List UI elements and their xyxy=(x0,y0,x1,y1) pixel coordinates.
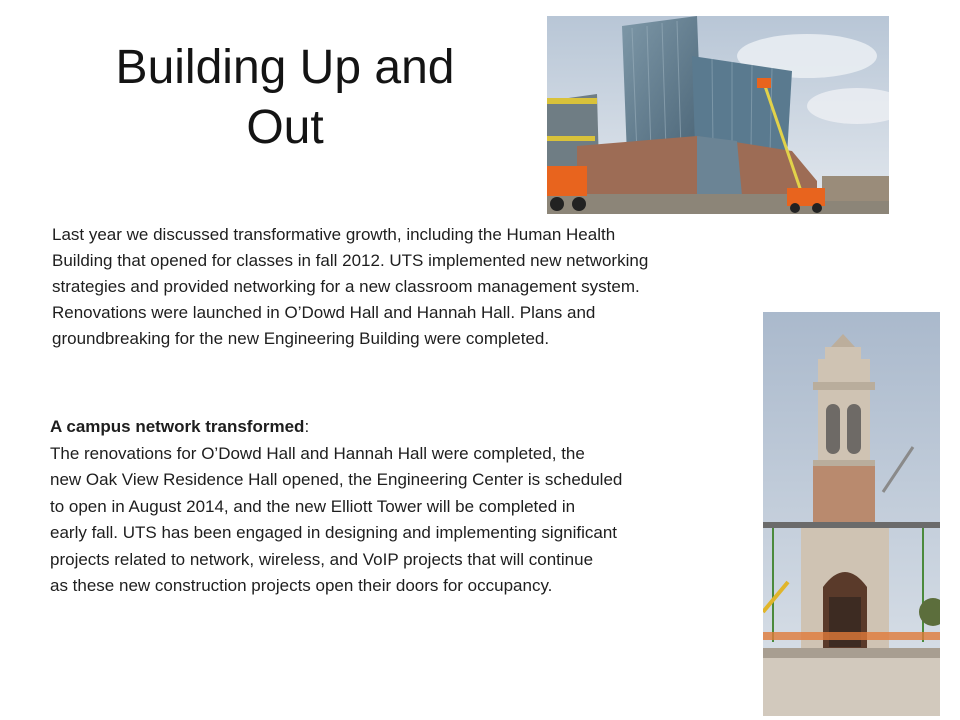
text-line: projects related to network, wireless, and VoIP projects that will continue xyxy=(50,549,594,569)
tower-construction-photo xyxy=(763,312,940,716)
paragraph-network xyxy=(50,414,720,600)
text-line: The renovations for O’Dowd Hall and Hannah Hall were completed, the xyxy=(50,443,585,463)
slide-title xyxy=(60,38,510,158)
paragraph-heading-line xyxy=(50,414,720,441)
building-construction-photo xyxy=(547,16,889,214)
text-line: groundbreaking for the new Engineering Building were completed. xyxy=(52,329,550,348)
text-line: Last year we discussed transformative growth, including the Human Health xyxy=(52,225,616,244)
title-line-2: Out xyxy=(246,101,324,154)
text-line: early fall. UTS has been engaged in designing and implementing significant xyxy=(50,523,618,542)
text-line: strategies and provided networking for a new classroom management system. xyxy=(52,277,640,296)
text-line: Renovations were launched in O’Dowd Hall and Hannah Hall. Plans and xyxy=(52,303,596,322)
text-line: Building that opened for classes in fall 2012. UTS implemented new networking xyxy=(52,251,649,270)
paragraph-growth xyxy=(52,222,752,352)
title-line-1: Building Up and xyxy=(115,41,455,94)
text-line: as these new construction projects open their doors for occupancy. xyxy=(50,576,553,595)
text-line: new Oak View Residence Hall opened, the Engineering Center is scheduled xyxy=(50,470,623,489)
paragraph-heading: A campus network transformed xyxy=(50,417,305,436)
heading-colon: : xyxy=(304,417,310,436)
text-line: to open in August 2014, and the new Elliott Tower will be completed in xyxy=(50,496,576,516)
